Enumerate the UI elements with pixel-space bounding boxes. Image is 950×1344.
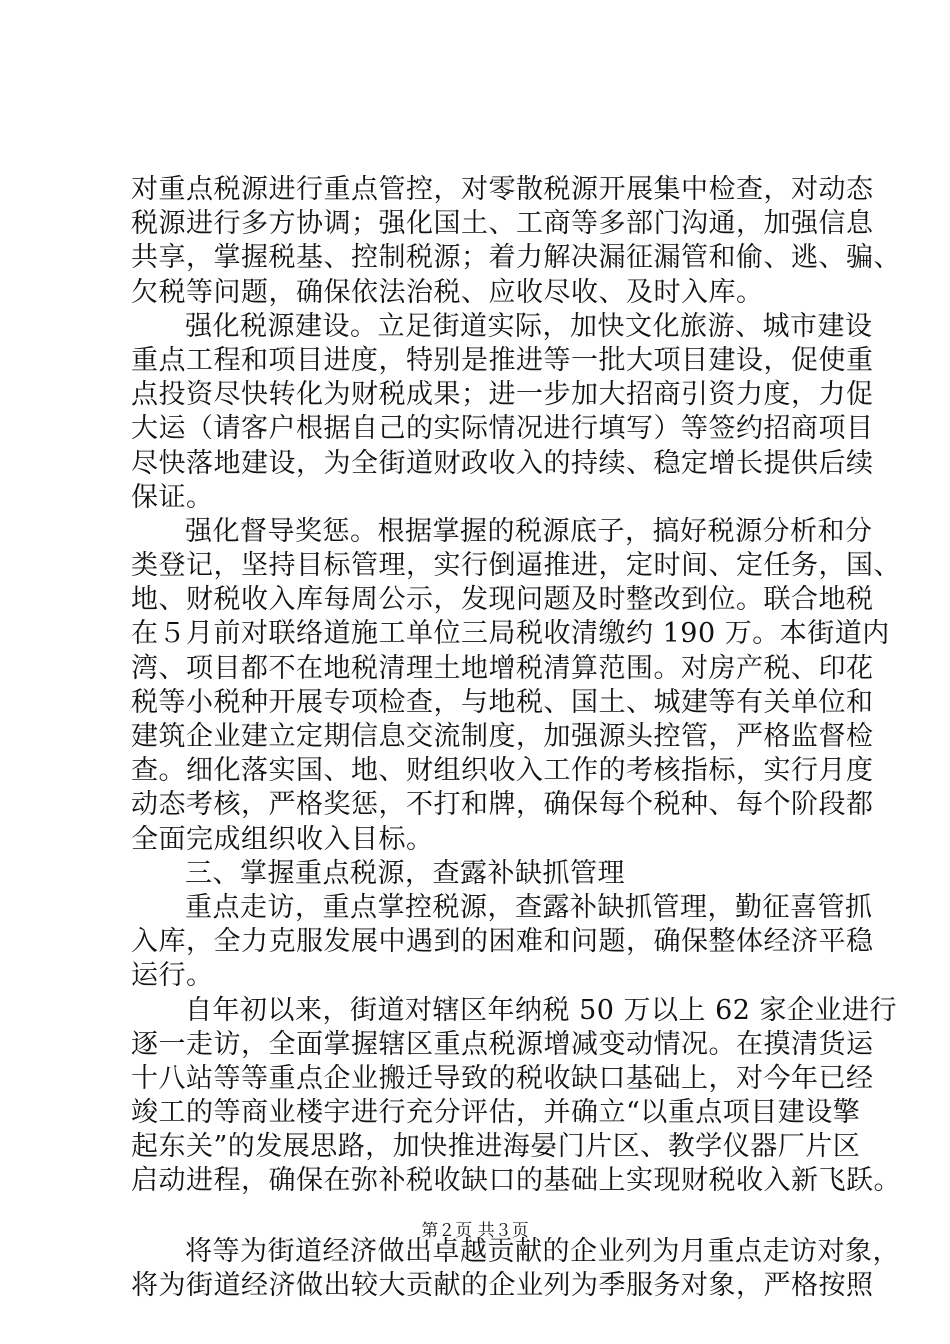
text-line: 税等小税种开展专项检查，与地税、国土、城建等有关单位和 [131,686,874,718]
text-line: 强化督导奖惩。根据掌握的税源底子，搞好税源分析和分 [185,515,873,547]
text-line: 启动进程，确保在弥补税收缺口的基础上实现财税收入新飞跃。 [131,1165,901,1197]
text-line: 在５月前对联络道施工单位三局税收清缴约 190 万。本街道内 [131,618,890,650]
text-line: 欠税等问题，确保依法治税、应收尽收、及时入库。 [131,276,764,308]
text-line: 类登记，坚持目标管理，实行倒逼推进，定时间、定任务，国、 [131,550,901,582]
text-line: 全面完成组织收入目标。 [131,823,434,855]
text-line: 十八站等等重点企业搬迁导致的税收缺口基础上，对今年已经 [131,1062,874,1094]
text-line: 逐一走访，全面掌握辖区重点税源增减变动情况。在摸清货运 [131,1028,874,1060]
text-line: 重点走访，重点掌控税源，查露补缺抓管理，勤征喜管抓 [185,891,873,923]
text-line: 保证。 [131,481,214,513]
text-line: 点投资尽快转化为财税成果；进一步加大招商引资力度，力促 [131,379,874,411]
text-line: 动态考核，严格奖惩，不打和牌，确保每个税种、每个阶段都 [131,789,874,821]
text-line: 湾、项目都不在地税清理土地增税清算范围。对房产税、印花 [131,652,874,684]
text-line: 三、掌握重点税源，查露补缺抓管理 [185,857,625,889]
text-line: 建筑企业建立定期信息交流制度，加强源头控管，严格监督检 [131,721,874,752]
text-line: 起东关”的发展思路，加快推进海晏门片区、教学仪器厂片区 [131,1131,861,1163]
text-line: 共享，掌握税基、控制税源；着力解决漏征漏管和偷、逃、骗、 [131,242,901,274]
text-line: 竣工的等商业楼宇进行充分评估，并确立“以重点项目建设擎 [131,1097,861,1129]
text-line: 入库，全力克服发展中遇到的困难和问题，确保整体经济平稳 [131,926,874,958]
text-line: 强化税源建设。立足街道实际，加快文化旅游、城市建设 [185,310,873,342]
text-line: 对重点税源进行重点管控，对零散税源开展集中检查，对动态 [131,174,874,205]
text-line: 大运（请客户根据自己的实际情况进行填写）等签约招商项目 [131,413,874,445]
text-line: 将等为街道经济做出卓越贡献的企业列为月重点走访对象， [185,1235,900,1267]
text-line: 自年初以来，街道对辖区年纳税 50 万以上 62 家企业进行 [185,994,898,1026]
text-line: 查。细化落实国、地、财组织收入工作的考核指标，实行月度 [131,755,874,787]
text-line: 地、财税收入库每周公示，发现问题及时整改到位。联合地税 [131,584,874,616]
text-line: 运行。 [131,960,214,992]
text-line: 税源进行多方协调；强化国土、工商等多部门沟通，加强信息 [131,208,874,240]
text-line: 重点工程和项目进度，特别是推进等一批大项目建设，促使重 [131,344,874,376]
text-line: 尽快落地建设，为全街道财政收入的持续、稳定增长提供后续 [131,447,874,479]
page-footer: 第２页 共３页 [421,1221,529,1241]
document-body [131,173,901,1303]
text-line: 将为街道经济做出较大贡献的企业列为季服务对象，严格按照 [131,1269,874,1301]
